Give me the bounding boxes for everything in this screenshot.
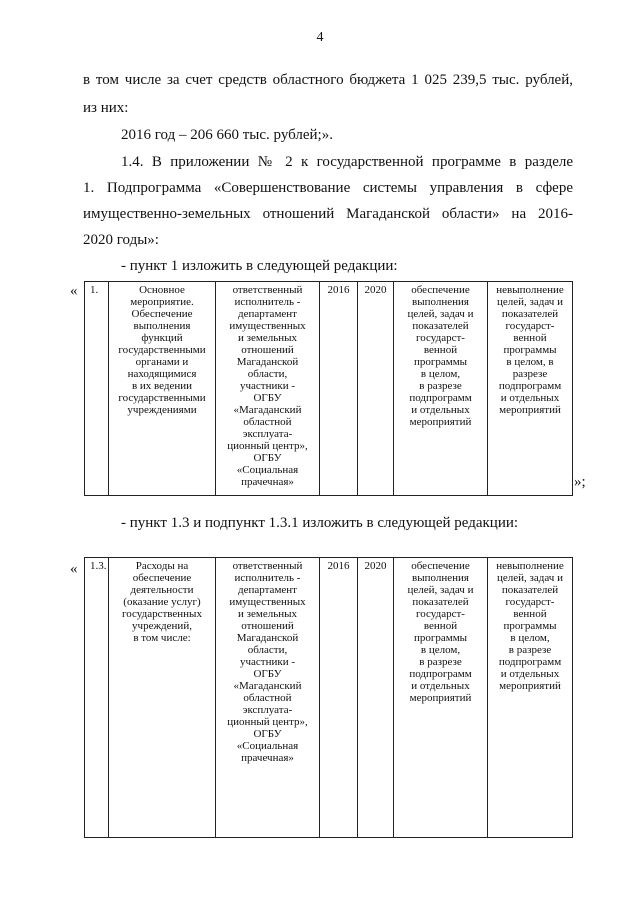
- paragraph-line: 1. Подпрограмма «Совершенствование системы управления в сфере: [83, 180, 573, 196]
- executor: ответственный исполнитель - департамент имущественных и земельных отношений Магаданской области, участники - ОГБУ «Магаданский областной эксплуата- ционный центр», ОГБУ «Социальная прачечная»: [216, 282, 320, 496]
- consequence: невыполнение целей, задач и показателей государст- венной программы в целом, в разрезе подпрограмм и отдельных мероприятий: [488, 558, 573, 838]
- start-year: 2016: [320, 558, 358, 838]
- quote-close: »;: [574, 474, 586, 490]
- consequence: невыполнение целей, задач и показателей государст- венной программы в целом, в разрезе подпрограмм и отдельных мероприятий: [488, 282, 573, 496]
- paragraph-line: из них:: [83, 100, 129, 116]
- quote-open: «: [70, 561, 78, 577]
- paragraph-line: имущественно-земельных отношений Магаданской области» на 2016-: [83, 206, 573, 222]
- paragraph-line: 2016 год – 206 660 тыс. рублей;».: [121, 127, 333, 143]
- end-year: 2020: [358, 558, 394, 838]
- table-item-1-3: [84, 557, 573, 838]
- paragraph-line: 2020 годы»:: [83, 232, 159, 248]
- start-year: 2016: [320, 282, 358, 496]
- quote-open: «: [70, 283, 78, 299]
- paragraph-line: - пункт 1.3 и подпункт 1.3.1 изложить в следующей редакции:: [121, 515, 519, 531]
- paragraph-line: 1.4. В приложении № 2 к государственной программе в разделе: [121, 154, 573, 170]
- end-year: 2020: [358, 282, 394, 496]
- table-item-1: [84, 281, 573, 496]
- paragraph-line: - пункт 1 изложить в следующей редакции:: [121, 258, 398, 274]
- executor: ответственный исполнитель - департамент имущественных и земельных отношений Магаданской области, участники - ОГБУ «Магаданский областной эксплуата- ционный центр», ОГБУ «Социальная прачечная»: [216, 558, 320, 838]
- expected-result: обеспечение выполнения целей, задач и показателей государст- венной программы в целом, в разрезе подпрограмм и отдельных мероприятий: [394, 558, 488, 838]
- row-number: 1.: [85, 282, 109, 496]
- measure-name: Расходы на обеспечение деятельности (оказание услуг) государственных учреждений, в том числе:: [109, 558, 216, 838]
- measure-name: Основное мероприятие. Обеспечение выполнения функций государственными органами и находящимися в их ведении государственными учреждениями: [109, 282, 216, 496]
- row-number: 1.3.: [85, 558, 109, 838]
- paragraph-line: в том числе за счет средств областного бюджета 1 025 239,5 тыс. рублей,: [83, 72, 573, 88]
- page-number: 4: [316, 30, 324, 45]
- expected-result: обеспечение выполнения целей, задач и показателей государст- венной программы в целом, в разрезе подпрограмм и отдельных мероприятий: [394, 282, 488, 496]
